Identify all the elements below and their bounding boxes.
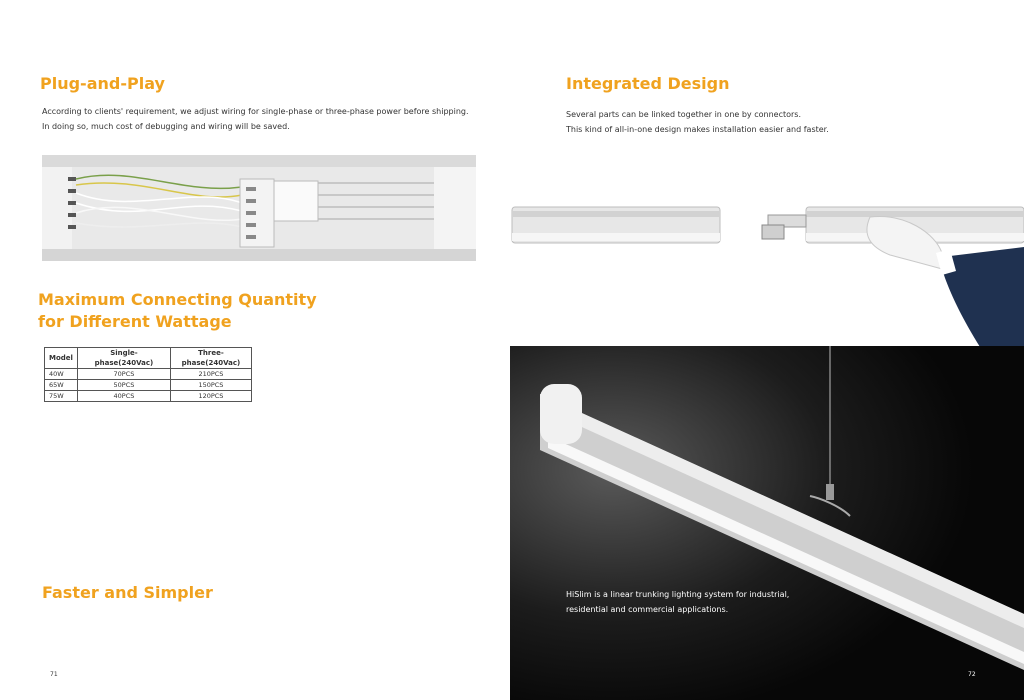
lamp-caption-line-2: residential and commercial applications.	[566, 605, 729, 614]
max-title-line-1: Maximum Connecting Quantity	[38, 290, 317, 309]
table-header: Model	[45, 348, 78, 369]
integrated-text-line-2: This kind of all-in-one design makes installation easier and faster.	[566, 125, 829, 134]
table-header-row	[45, 348, 252, 369]
page-number-right: 72	[968, 671, 976, 678]
connector-photo	[510, 195, 1024, 347]
wattage-table	[44, 347, 252, 402]
page-number-left: 71	[50, 671, 58, 678]
lamp-photo	[510, 346, 1024, 700]
table-cell: 210PCS	[170, 369, 251, 380]
lamp-caption	[566, 587, 1006, 617]
table-cell: 40W	[45, 369, 78, 380]
integrated-design-title: Integrated Design	[566, 74, 730, 93]
table-cell: 65W	[45, 380, 78, 391]
table-header: Three-phase(240Vac)	[170, 348, 251, 369]
integrated-design-text	[566, 107, 1006, 137]
table-row	[45, 380, 252, 391]
lamp-caption-line-1: HiSlim is a linear trunking lighting system for industrial,	[566, 590, 790, 599]
max-connecting-title	[38, 289, 317, 333]
table-cell: 50PCS	[77, 380, 170, 391]
table-row	[45, 391, 252, 402]
table-cell: 70PCS	[77, 369, 170, 380]
table-cell: 75W	[45, 391, 78, 402]
plug-text-line-2: In doing so, much cost of debugging and wiring will be saved.	[42, 122, 290, 131]
plug-and-play-text	[42, 104, 482, 134]
plug-and-play-title: Plug-and-Play	[40, 74, 165, 93]
integrated-text-line-1: Several parts can be linked together in one by connectors.	[566, 110, 801, 119]
table-row	[45, 369, 252, 380]
faster-simpler-title: Faster and Simpler	[42, 583, 213, 602]
table-cell: 40PCS	[77, 391, 170, 402]
table-cell: 150PCS	[170, 380, 251, 391]
wiring-photo	[42, 155, 476, 261]
table-header: Single-phase(240Vac)	[77, 348, 170, 369]
table-cell: 120PCS	[170, 391, 251, 402]
plug-text-line-1: According to clients' requirement, we adjust wiring for single-phase or three-phase power before shipping.	[42, 107, 469, 116]
max-title-line-2: for Different Wattage	[38, 312, 232, 331]
